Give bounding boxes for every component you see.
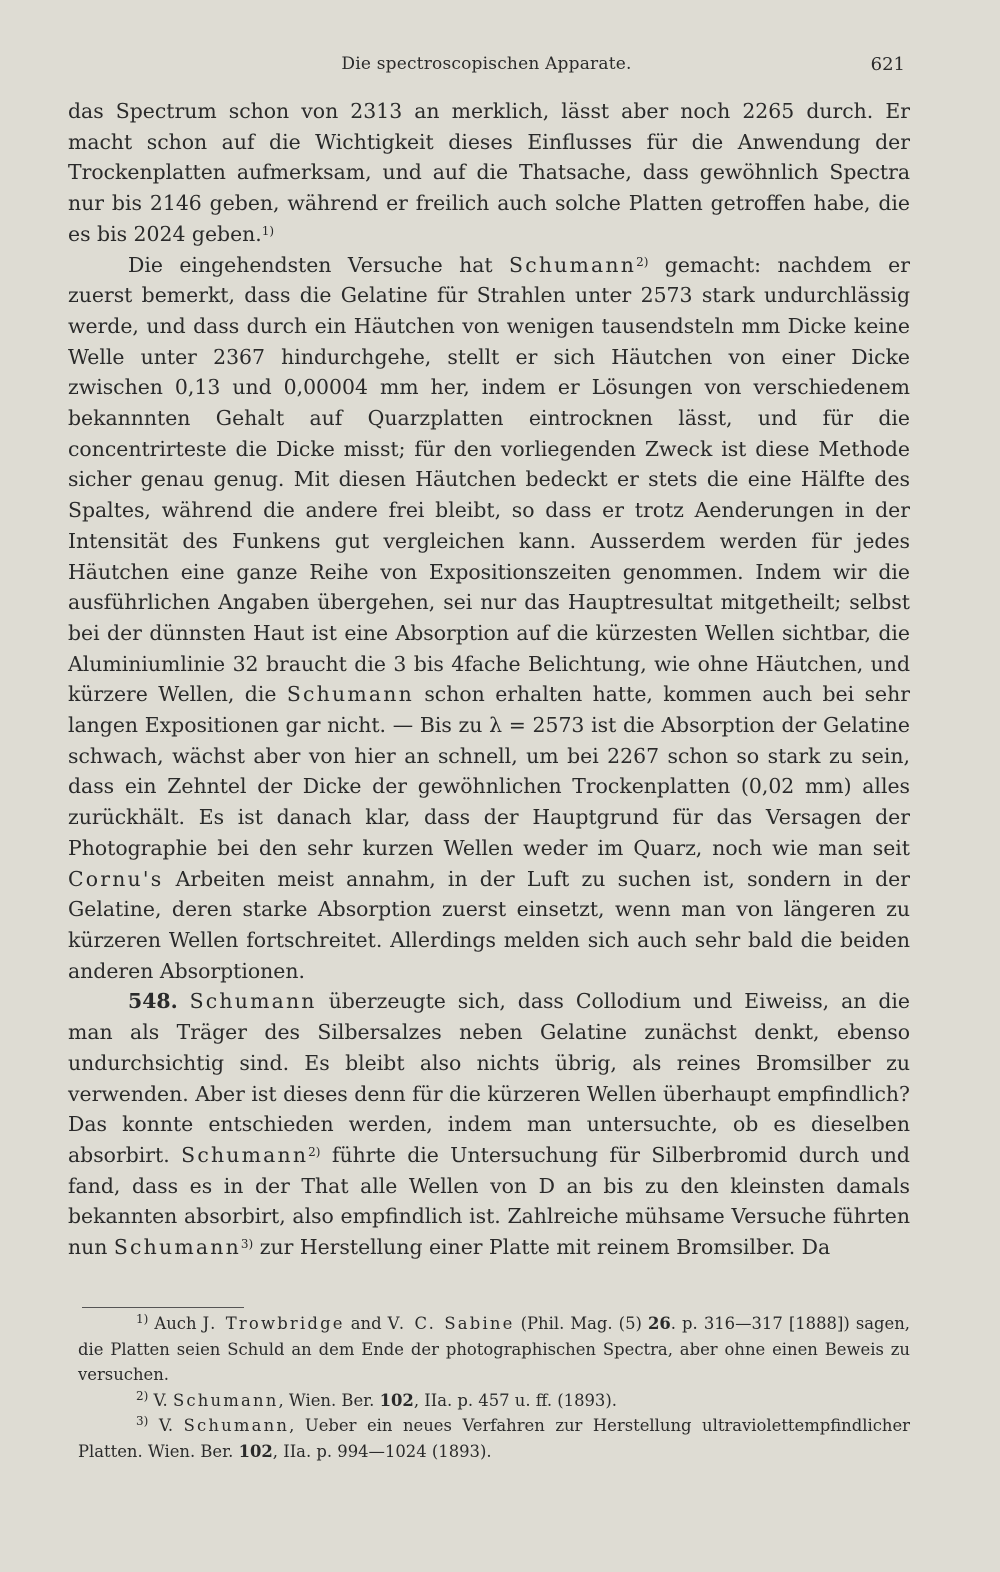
running-title: Die spectroscopischen Apparate. — [341, 54, 632, 74]
footnote-text: , Ueber ein neues Verfahren zur Herstellung ultraviolettempfindlicher Platten. Wien. Ber. — [78, 1416, 910, 1461]
footnotes — [78, 1311, 910, 1464]
paragraph-text: Die eingehendsten Versuche hat — [128, 252, 510, 277]
person-name: Schumann — [172, 1390, 279, 1410]
person-name: V. C. Sabine — [387, 1314, 515, 1333]
section-number: 548. — [128, 989, 178, 1014]
paragraph-schumann-experiments — [68, 250, 910, 987]
footnote-2 — [78, 1388, 910, 1414]
volume-number: 102 — [379, 1390, 414, 1410]
paragraph-text: zur Herstellung einer Platte mit reinem Bromsilber. Da — [253, 1235, 831, 1260]
footnote-text: , IIa. p. 994—1024 (1893). — [272, 1441, 492, 1461]
footnote-ref: 2) — [308, 1144, 321, 1159]
volume-number: 26 — [647, 1314, 671, 1333]
footnote-text: , Wien. Ber. — [278, 1390, 380, 1410]
footnote-1 — [78, 1311, 910, 1388]
person-name: Schumann — [183, 1416, 290, 1435]
footnote-mark: 2) — [136, 1388, 149, 1403]
footnote-ref: 2) — [636, 254, 649, 269]
main-text — [68, 96, 910, 1263]
person-name: Schumann — [181, 1142, 309, 1167]
footnote-mark: 1) — [136, 1312, 149, 1326]
paragraph-text: das Spectrum schon von 2313 an merklich, lässt aber noch 2265 durch. Er macht schon auf die Wichtigkeit dieses Einflusses für die Anwendung der Trockenplatten aufmerksam, und auf die Thatsache, dass gewöhnlich Spectra nur bis 2146 geben, während er freilich auch solche Platten getroffen habe, die es bis 2024 geben. — [68, 99, 910, 246]
person-name: Schumann — [509, 252, 637, 277]
footnote-text: V. — [148, 1390, 173, 1410]
footnote-mark: 3) — [136, 1414, 149, 1428]
section-548 — [68, 986, 910, 1262]
paragraph-text: Arbeiten meist annahm, in der Luft zu suchen ist, sondern in der Gelatine, deren starke Absorption zuerst einsetzt, wenn man von längeren zu kürzeren Wellen fortschreitet. Allerdings melden sich auch sehr bald die beiden anderen Absorptionen. — [68, 866, 910, 983]
volume-number: 102 — [238, 1441, 273, 1461]
paragraph-text: führte die Untersuchung für Silberbromid durch und fand, dass es in der That alle Wellen von D an bis zu den kleinsten damals bekannten absorbirt, also empfindlich ist. Zahlreiche mühsame Versuche führten nun — [68, 1142, 910, 1260]
footnote-text: and — [344, 1314, 388, 1333]
person-name: Schumann — [113, 1235, 241, 1260]
footnote-text: (Phil. Mag. (5) — [514, 1314, 648, 1333]
running-header — [68, 54, 905, 84]
footnote-text: . p. 316—317 [1888]) sagen, die Platten seien Schuld an dem Ende der photographischen Spectra, aber ohne einen Beweis zu versuchen. — [78, 1314, 910, 1384]
person-name: Cornu's — [68, 866, 164, 891]
page-number: 621 — [870, 54, 905, 75]
footnote-text: , IIa. p. 457 u. ff. (1893). — [413, 1390, 617, 1410]
footnote-text: Auch — [148, 1314, 203, 1333]
footnote-ref: 1) — [261, 223, 275, 238]
person-name: J. Trowbridge — [202, 1314, 345, 1333]
paragraph-continuation — [68, 96, 910, 250]
paragraph-text: gemacht: nachdem er zuerst bemerkt, dass die Gelatine für Strahlen unter 2573 stark undurchlässig werde, und dass durch ein Häutchen von wenigen tausendsteln mm Dicke keine Welle unter 2367 hindurchgehe, stellt er sich Häutchen von einer Dicke zwischen 0,13 und 0,00004 mm her, indem er Lösungen von verschiedenem bekannnten Gehalt auf Quarzplatten eintrocknen lässt, und für die concentrirteste die Dicke misst; für den vorliegenden Zweck ist diese Methode sicher genau genug. Mit diesen Häutchen bedeckt er stets die eine Hälfte des Spaltes, während die andere frei bleibt, so dass er trotz Aenderungen in der Intensität des Funkens gut vergleichen kann. Ausserdem werden für jedes Häutchen eine ganze Reihe von Expositionszeiten genommen. Indem wir die ausführlichen Angaben übergehen, sei nur das Hauptresultat mitgetheilt; selbst bei der dünnsten Haut ist eine Absorption auf die kürzesten Wellen sichtbar, die Aluminiumlinie 32 braucht die 3 bis 4fache Belichtung, wie ohne Häutchen, und kürzere Wellen, die — [68, 252, 910, 707]
paragraph-text: überzeugte sich, dass Collodium und Eiweiss, an die man als Träger des Silbersalzes neben Gelatine zunächst denkt, ebenso undurchsichtig sind. Es bleibt also nichts übrig, als reines Bromsilber zu verwenden. Aber ist dieses denn für die kürzeren Wellen überhaupt empfindlich? Das konnte entschieden werden, indem man untersuchte, ob es dieselben absorbirt. — [68, 989, 910, 1167]
footnote-3 — [78, 1413, 910, 1464]
footnote-divider — [82, 1307, 244, 1308]
footnote-ref: 3) — [240, 1237, 254, 1252]
person-name: Schumann — [189, 989, 317, 1014]
footnote-text: V. — [148, 1416, 184, 1435]
person-name: Schumann — [286, 682, 414, 707]
paragraph-text: schon erhalten hatte, kommen auch bei sehr langen Expositionen gar nicht. — Bis zu λ = 2573 ist die Absorption der Gelatine schwach, wächst aber von hier an schnell, um bei 2267 schon so stark zu sein, dass ein Zehntel der Dicke der gewöhnlichen Trockenplatten (0,02 mm) alles zurückhält. Es ist danach klar, dass der Hauptgrund für das Versagen der Photographie bei den sehr kurzen Wellen weder im Quarz, noch wie man seit — [68, 682, 910, 860]
